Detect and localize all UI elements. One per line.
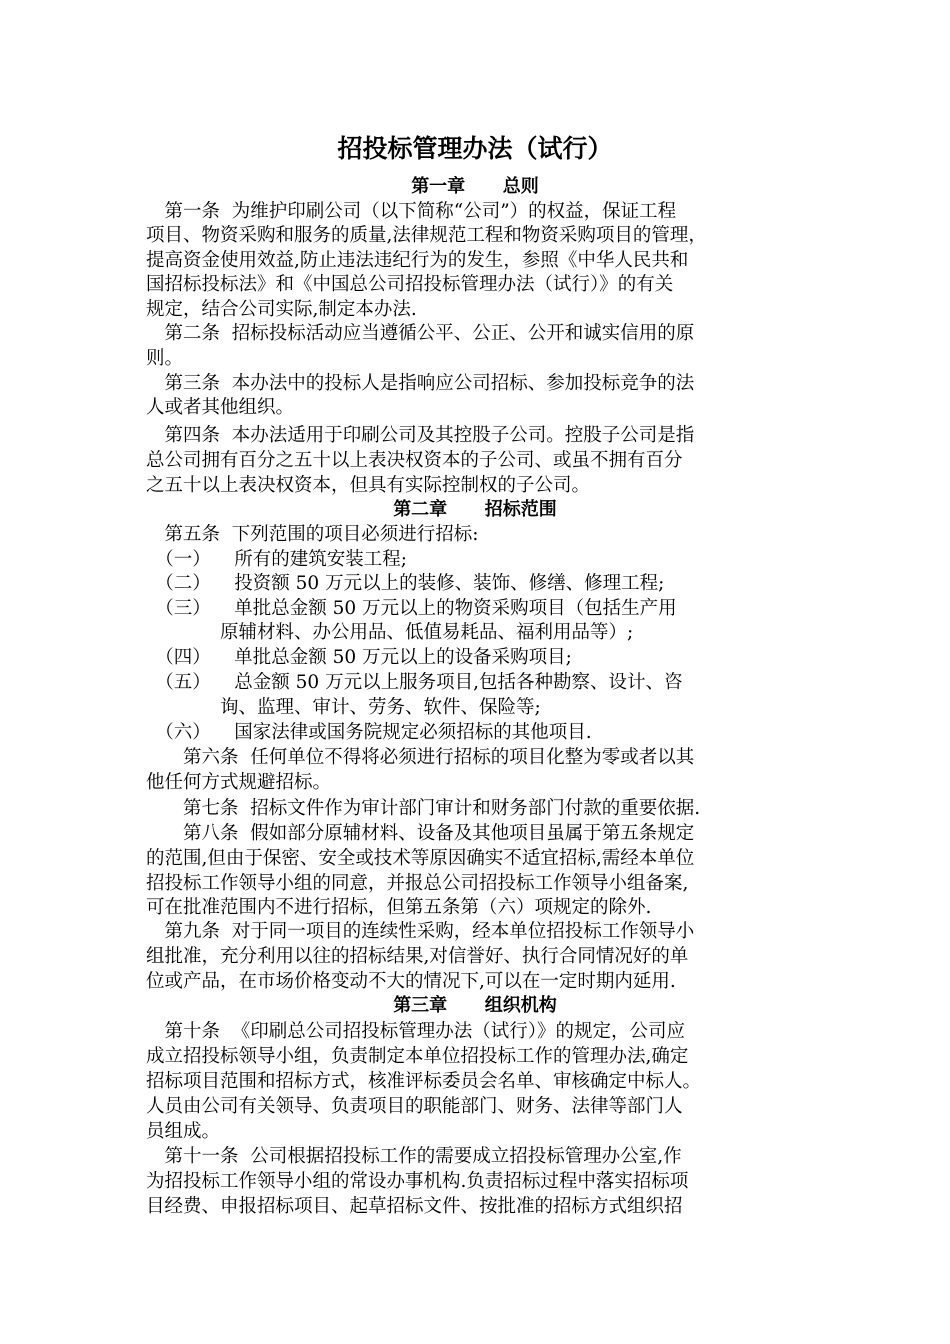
text-line: 人或者其他组织。: [146, 397, 295, 418]
text-line: 第六条 任何单位不得将必须进行招标的项目化整为零或者以其: [146, 747, 695, 768]
text-line: 人员由公司有关领导、负责项目的职能部门、财务、法律等部门人: [146, 1096, 683, 1117]
text-line: 第一条 为维护印刷公司（以下简称“公司”）的权益，保证工程: [146, 201, 677, 222]
text-line: 提高资金使用效益,防止违法违纪行为的发生，参照《中华人民共和: [146, 250, 689, 271]
text-line: 第五条 下列范围的项目必须进行招标:: [146, 524, 479, 545]
text-line: 为招投标工作领导小组的常设办事机构.负责招标过程中落实招标项: [146, 1171, 689, 1192]
text-line: 规定，结合公司实际,制定本办法.: [146, 299, 417, 320]
text-line: （二） 投资额 50 万元以上的装修、装饰、修缮、修理工程;: [146, 573, 665, 594]
text-line: 第二条 招标投标活动应当遵循公平、公正、公开和诚实信用的原: [146, 323, 695, 344]
text-line: 第四条 本办法适用于印刷公司及其控股子公司。控股子公司是指: [146, 425, 695, 446]
text-line: 第九条 对于同一项目的连续性采购，经本单位招投标工作领导小: [146, 921, 695, 942]
text-line: 第三条 本办法中的投标人是指响应公司招标、参加投标竞争的法: [146, 373, 695, 394]
text-line: （六） 国家法律或国务院规定必须招标的其他项目.: [146, 722, 592, 743]
text-line: 项目、物资采购和服务的质量,法律规范工程和物资采购项目的管理，: [146, 225, 707, 246]
text-line: 之五十以上表决权资本，但具有实际控制权的子公司。: [146, 475, 591, 496]
chapter-heading: 第三章 组织机构: [393, 995, 557, 1016]
text-line: （四） 单批总金额 50 万元以上的设备采购项目;: [146, 647, 572, 668]
text-line: 目经费、申报招标项目、起草招标文件、按批准的招标方式组织招: [146, 1196, 683, 1217]
text-line: 第十条 《印刷总公司招投标管理办法（试行）》的规定，公司应: [146, 1021, 686, 1042]
text-line: 的范围,但由于保密、安全或技术等原因确实不适宜招标,需经本单位: [146, 848, 695, 869]
text-line: 位或产品，在市场价格变动不大的情况下,可以在一定时期内延用.: [146, 971, 676, 992]
text-line: 员组成。: [146, 1121, 221, 1142]
chapter-heading: 第二章 招标范围: [393, 499, 557, 520]
text-line: （一） 所有的建筑安装工程;: [146, 549, 408, 570]
text-line: （五） 总金额 50 万元以上服务项目,包括各种勘察、设计、咨: [146, 672, 683, 693]
text-line: 组批准，充分利用以往的招标结果,对信誉好、执行合同情况好的单: [146, 946, 689, 967]
text-line: 他任何方式规避招标。: [146, 772, 332, 793]
chapter-heading: 第一章 总则: [411, 176, 539, 197]
text-line: （三） 单批总金额 50 万元以上的物资采购项目（包括生产用: [146, 598, 677, 619]
text-line: 第十一条 公司根据招投标工作的需要成立招投标管理办公室,作: [146, 1146, 682, 1167]
text-line: 招投标工作领导小组的同意，并报总公司招投标工作领导小组备案,: [146, 873, 689, 894]
text-line: 成立招投标领导小组，负责制定本单位招投标工作的管理办法,确定: [146, 1046, 689, 1067]
text-line: 可在批准范围内不进行招标，但第五条第（六）项规定的除外.: [146, 897, 652, 918]
text-line: 招标项目范围和招标方式，核准评标委员会名单、审核确定中标人。: [146, 1071, 702, 1092]
text-line: 询、监理、审计、劳务、软件、保险等;: [146, 697, 541, 718]
text-line: 原辅材料、办公用品、低值易耗品、福利用品等）;: [146, 622, 634, 643]
text-line: 总公司拥有百分之五十以上表决权资本的子公司、或虽不拥有百分: [146, 450, 683, 471]
text-line: 国招标投标法》和《中国总公司招投标管理办法（试行）》的有关: [146, 274, 674, 295]
text-line: 第七条 招标文件作为审计部门审计和财务部门付款的重要依据.: [146, 798, 701, 819]
text-line: 则。: [146, 348, 184, 369]
text-line: 第八条 假如部分原辅材料、设备及其他项目虽属于第五条规定: [146, 823, 695, 844]
document-title: 招投标管理办法（试行）: [337, 134, 613, 163]
